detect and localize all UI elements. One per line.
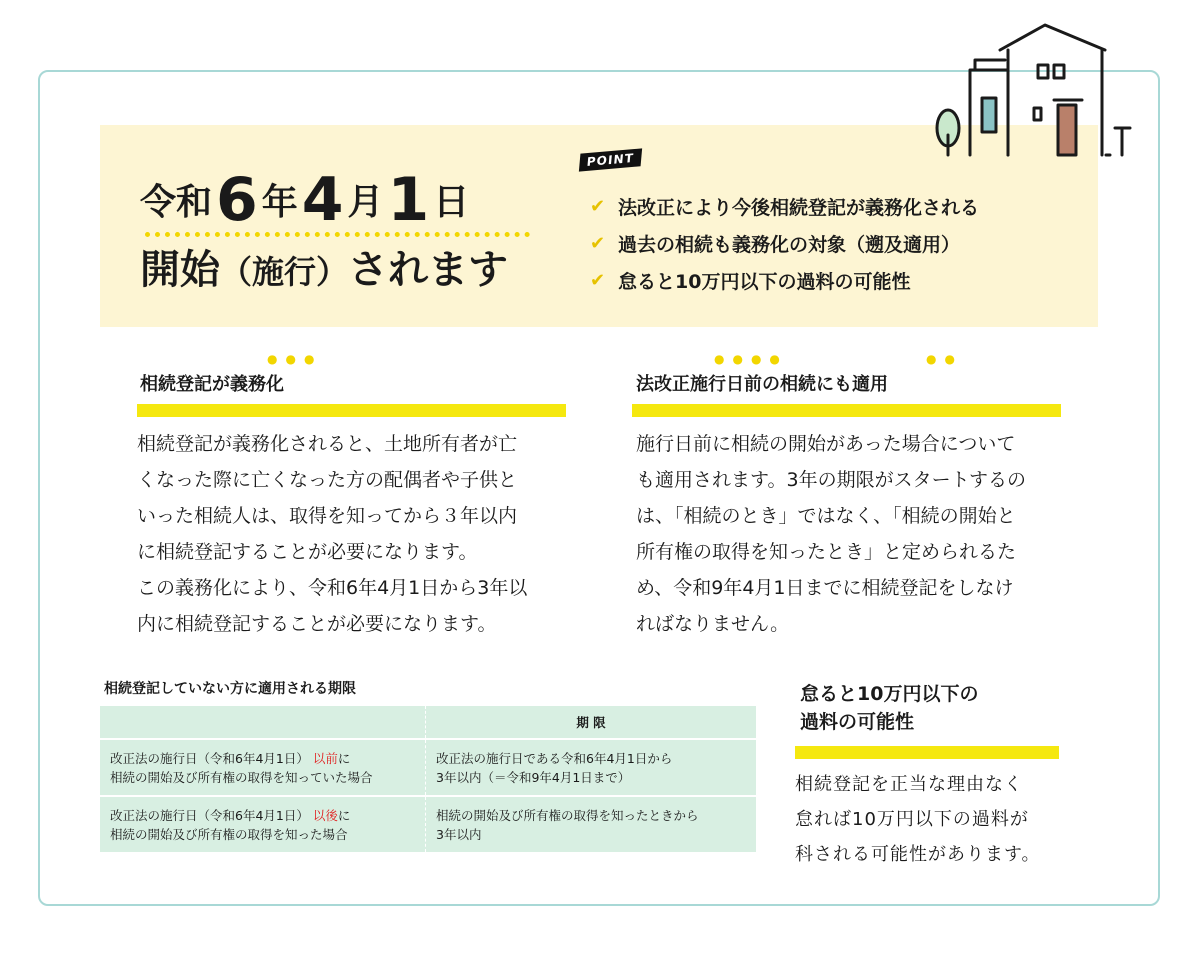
point-list <box>590 188 979 299</box>
checkbox-checked-icon: ✔ <box>590 269 606 291</box>
emphasis-text: 以前 <box>312 750 338 766</box>
section-body-left: 相続登記が義務化されると、土地所有者が亡 くなった際に亡くなった方の配偶者や子供と いった相続人は、取得を知ってから３年以内 に相続登記することが必要になります。 この義務化により、令和6年4月1日から3年以 内に相続登記することが必要になります。 <box>137 433 528 635</box>
section-heading-right: 法改正施行日前の相続にも適用 <box>636 374 888 395</box>
section-underline-right <box>632 404 1061 417</box>
deadline-table <box>100 706 756 854</box>
table-header-row <box>100 706 756 739</box>
section-body-right: 施行日前に相続の開始があった場合について も適用されます。3年の期限がスタートするの は、「相続のとき」ではなく、「相続の開始と 所有権の取得を知ったとき」と定められるた め、令和9年4月1日までに相続登記をしなけ ればなりません。 <box>636 433 1026 635</box>
side-heading: 怠ると10万円以下の 過料の可能性 <box>800 683 979 733</box>
headline-date: 令和6 年4 月1 日 <box>140 165 470 235</box>
emphasis-dots: ●●●● <box>714 352 788 366</box>
emphasis-dots: ●●● <box>267 352 323 366</box>
point-item: ✔ 怠ると10万円以下の過料の可能性 <box>590 269 911 293</box>
section-heading-left: 相続登記が義務化 <box>140 374 284 395</box>
checkbox-checked-icon: ✔ <box>590 232 606 254</box>
table-header-deadline: 期 限 <box>576 714 606 730</box>
emphasis-text: 以後 <box>312 807 338 823</box>
table-row <box>100 796 756 853</box>
table-cell-deadline: 相続の開始及び所有権の取得を知ったときから 3年以内 <box>436 807 699 842</box>
table-row <box>100 739 756 796</box>
table-cell-deadline: 改正法の施行日である令和6年4月1日から 3年以内（＝令和9年4月1日まで） <box>436 750 673 785</box>
point-label: POINT <box>579 148 642 171</box>
checkbox-checked-icon: ✔ <box>590 195 606 217</box>
point-item: ✔ 過去の相続も義務化の対象（遡及適用） <box>590 232 961 256</box>
section-underline-left <box>137 404 566 417</box>
point-item: ✔ 法改正により今後相続登記が義務化される <box>590 195 980 219</box>
headline-subtitle: 開始（施行）されます <box>140 247 509 293</box>
side-underline <box>795 746 1059 759</box>
table-cell-condition: 改正法の施行日（令和6年4月1日） 以前に 相続の開始及び所有権の取得を知っていた場合 <box>100 739 426 796</box>
emphasis-dots: ●● <box>926 352 963 366</box>
table-caption: 相続登記していない方に適用される期限 <box>104 681 356 697</box>
table-cell-condition: 改正法の施行日（令和6年4月1日） 以後に 相続の開始及び所有権の取得を知った場合 <box>100 796 426 853</box>
house-illustration-icon <box>930 20 1135 165</box>
headline-dotted-divider <box>145 232 530 237</box>
table-header-empty <box>100 706 426 739</box>
side-body: 相続登記を正当な理由なく 怠れば10万円以下の過料が 科される可能性があります。 <box>795 774 1041 865</box>
